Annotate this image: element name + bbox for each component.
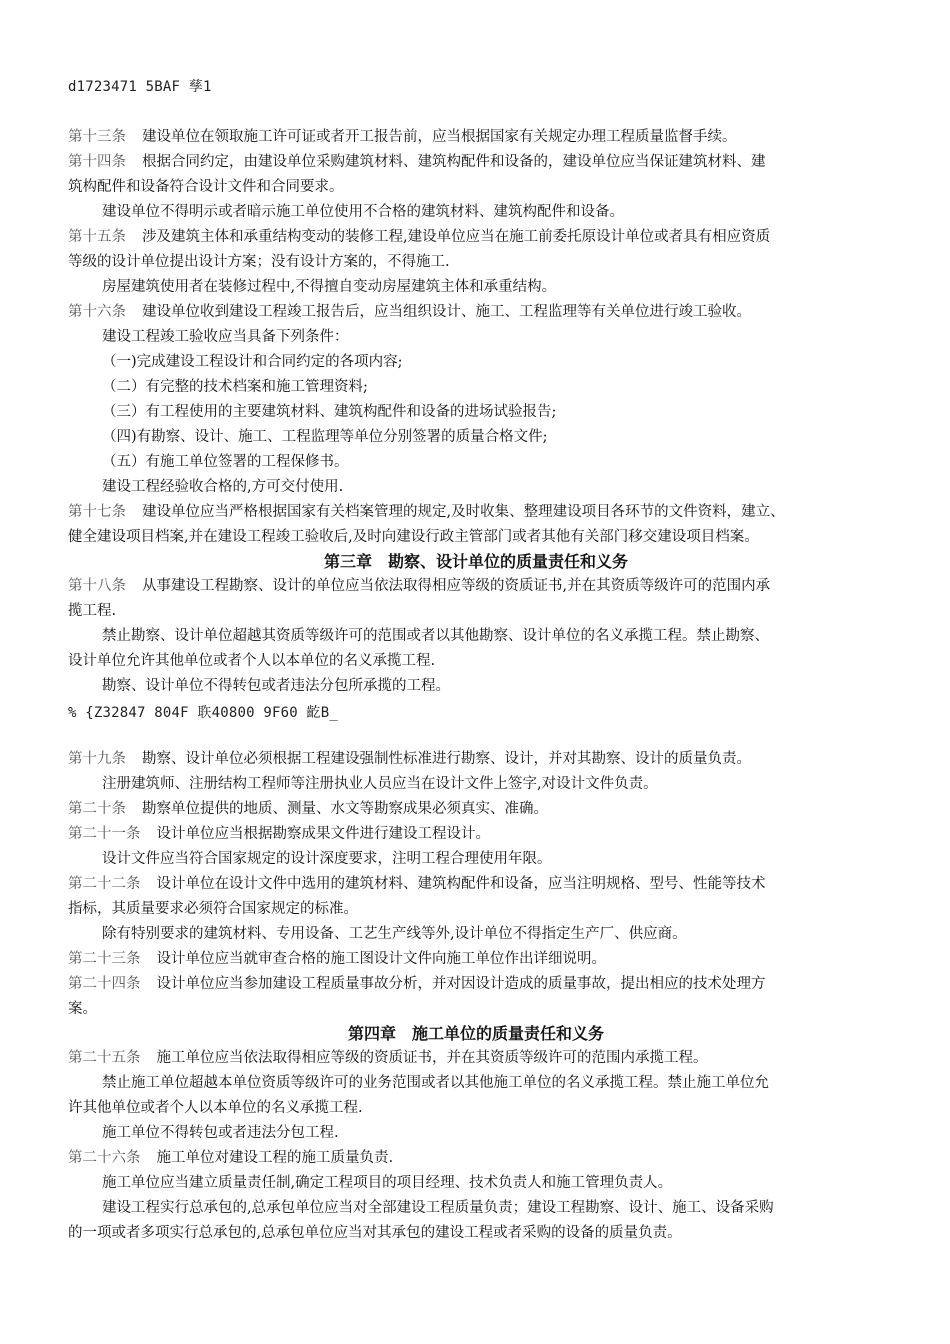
article-15-cont: 等级的设计单位提出设计方案；没有设计方案的，不得施工. xyxy=(68,254,450,270)
article-22: 第二十二条 设计单位在设计文件中选用的建筑材料、建筑构配件和设备，应当注明规格、型号、性能等技术 xyxy=(68,876,766,892)
page-header-code: d1723471 5BAF 孳1 xyxy=(68,79,212,95)
chapter-title: 第四章 施工单位的质量责任和义务 xyxy=(347,1024,604,1043)
article-21-para: 设计文件应当符合国家规定的设计深度要求，注明工程合理使用年限。 xyxy=(102,851,552,867)
article-24: 第二十四条 设计单位应当参加建设工程质量事故分析，并对因设计造成的质量事故，提出相应的技术处理方 xyxy=(68,976,766,992)
article-14-para: 建设单位不得明示或者暗示施工单位使用不合格的建筑材料、建筑构配件和设备。 xyxy=(102,204,624,220)
list-item: （二）有完整的技术档案和施工管理资料; xyxy=(102,379,368,395)
article-label: 第二十四条 xyxy=(68,976,141,992)
article-18-cont: 揽工程. xyxy=(68,603,117,619)
article-24-cont: 案。 xyxy=(68,1001,97,1017)
article-14: 第十四条 根据合同约定，由建设单位采购建筑材料、建筑构配件和设备的，建设单位应当保证建筑材料、建 xyxy=(68,154,766,170)
article-21: 第二十一条 设计单位应当根据勘察成果文件进行建设工程设计。 xyxy=(68,826,490,842)
article-18-para: 禁止勘察、设计单位超越其资质等级许可的范围或者以其他勘察、设计单位的名义承揽工程。禁止勘察、 xyxy=(102,628,769,644)
article-label: 第二十二条 xyxy=(68,876,141,892)
article-19: 第十九条 勘察、设计单位必须根据工程建设强制性标准进行勘察、设计，并对其勘察、设计的质量负责。 xyxy=(68,751,751,767)
article-26-para: 建设工程实行总承包的,总承包单位应当对全部建设工程质量负责；建设工程勘察、设计、施工、设备采购 xyxy=(102,1200,774,1216)
article-26-para: 施工单位应当建立质量责任制,确定工程项目的项目经理、技术负责人和施工管理负责人。 xyxy=(102,1175,673,1191)
article-25: 第二十五条 施工单位应当依法取得相应等级的资质证书，并在其资质等级许可的范围内承揽工程。 xyxy=(68,1050,708,1066)
article-15-para: 房屋建筑使用者在装修过程中,不得擅自变动房屋建筑主体和承重结构。 xyxy=(102,279,557,295)
article-15: 第十五条 涉及建筑主体和承重结构变动的装修工程,建设单位应当在施工前委托原设计单位或者具有相应资质 xyxy=(68,229,771,245)
chapter-title: 第三章 勘察、设计单位的质量责任和义务 xyxy=(323,552,628,571)
article-18: 第十八条 从事建设工程勘察、设计的单位应当依法取得相应等级的资质证书,并在其资质等级许可的范围内承 xyxy=(68,578,771,594)
article-label: 第二十条 xyxy=(68,801,126,817)
article-label: 第二十一条 xyxy=(68,826,141,842)
article-label: 第二十六条 xyxy=(68,1150,141,1166)
article-19-para: 注册建筑师、注册结构工程师等注册执业人员应当在设计文件上签字,对设计文件负责。 xyxy=(102,776,658,792)
article-16-para: 建设工程经验收合格的,方可交付使用. xyxy=(102,479,344,495)
article-label: 第十五条 xyxy=(68,229,126,245)
page-header-code: % {Z32847 804F 聅40800 9F60 齕B_ xyxy=(68,705,339,721)
list-item: （一)完成建设工程设计和合同约定的各项内容; xyxy=(102,354,403,370)
article-22-para: 除有特别要求的建筑材料、专用设备、工艺生产线等外,设计单位不得指定生产厂、供应商。 xyxy=(102,926,687,942)
article-16: 第十六条 建设单位收到建设工程竣工报告后，应当组织设计、施工、工程监理等有关单位进行竣工验收。 xyxy=(68,304,751,320)
article-14-cont: 筑构配件和设备符合设计文件和合同要求。 xyxy=(68,179,344,195)
article-26-para-cont: 的一项或者多项实行总承包的,总承包单位应当对其承包的建设工程或者采购的设备的质量负责。 xyxy=(68,1225,682,1241)
article-label: 第十八条 xyxy=(68,578,126,594)
article-label: 第十三条 xyxy=(68,129,126,145)
list-item: （五）有施工单位签署的工程保修书。 xyxy=(102,454,349,470)
article-20: 第二十条 勘察单位提供的地质、测量、水文等勘察成果必须真实、准确。 xyxy=(68,801,548,817)
article-23: 第二十三条 设计单位应当就审查合格的施工图设计文件向施工单位作出详细说明。 xyxy=(68,951,606,967)
article-18-para: 勘察、设计单位不得转包或者违法分包所承揽的工程。 xyxy=(102,678,450,694)
article-25-para: 施工单位不得转包或者违法分包工程. xyxy=(102,1125,339,1141)
article-label: 第二十五条 xyxy=(68,1050,141,1066)
article-label: 第十七条 xyxy=(68,504,126,520)
article-16-para: 建设工程竣工验收应当具备下列条件： xyxy=(102,329,349,345)
article-25-para-cont: 许其他单位或者个人以本单位的名义承揽工程. xyxy=(68,1100,363,1116)
article-25-para: 禁止施工单位超越本单位资质等级许可的业务范围或者以其他施工单位的名义承揽工程。禁止施工单位允 xyxy=(102,1075,769,1091)
article-label: 第十六条 xyxy=(68,304,126,320)
article-22-cont: 指标，其质量要求必须符合国家规定的标准。 xyxy=(68,901,358,917)
article-label: 第二十三条 xyxy=(68,951,141,967)
article-label: 第十九条 xyxy=(68,751,126,767)
article-label: 第十四条 xyxy=(68,154,126,170)
article-17-cont: 健全建设项目档案,并在建设工程竣工验收后,及时向建设行政主管部门或者其他有关部门移交建设项目档案。 xyxy=(68,529,759,545)
list-item: （四)有勘察、设计、施工、工程监理等单位分别签署的质量合格文件; xyxy=(102,429,548,445)
article-26: 第二十六条 施工单位对建设工程的施工质量负责. xyxy=(68,1150,394,1166)
article-17: 第十七条 建设单位应当严格根据国家有关档案管理的规定,及时收集、整理建设项目各环节的文件资料，建立、 xyxy=(68,504,785,520)
article-13: 第十三条 建设单位在领取施工许可证或者开工报告前，应当根据国家有关规定办理工程质量监督手续。 xyxy=(68,129,737,145)
article-18-para-cont: 设计单位允许其他单位或者个人以本单位的名义承揽工程. xyxy=(68,653,436,669)
list-item: （三）有工程使用的主要建筑材料、建筑构配件和设备的进场试验报告; xyxy=(102,404,557,420)
